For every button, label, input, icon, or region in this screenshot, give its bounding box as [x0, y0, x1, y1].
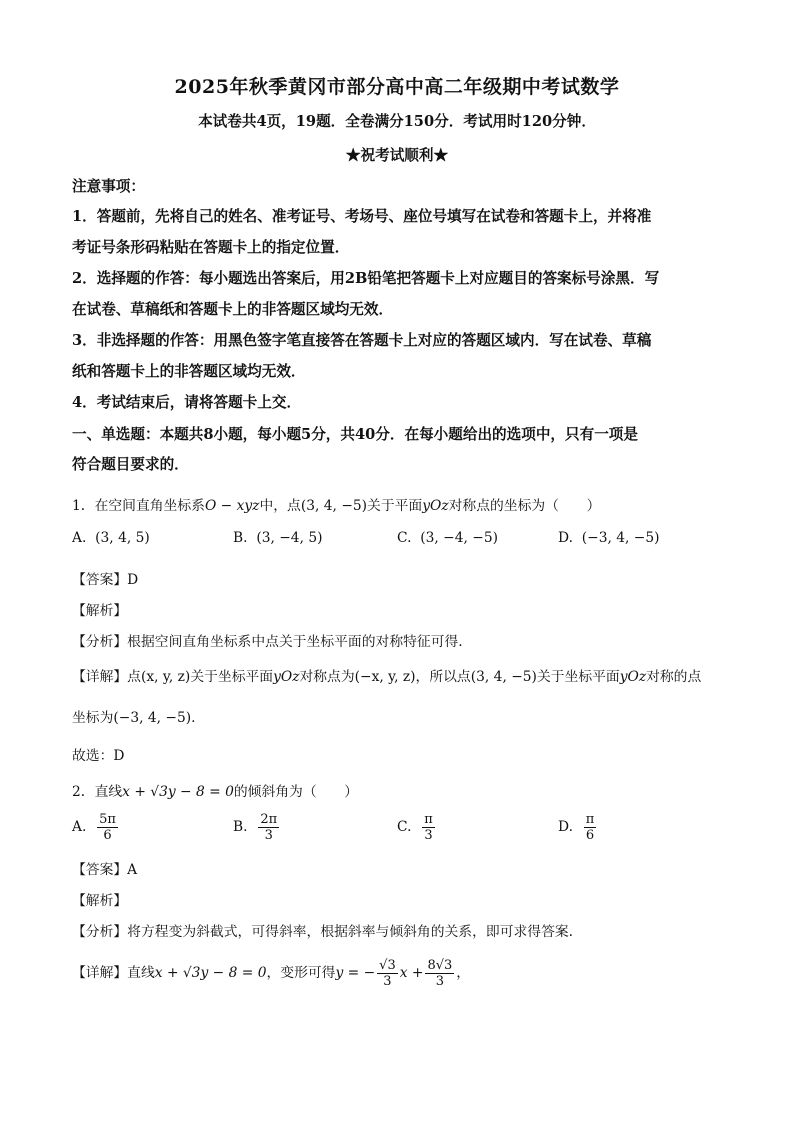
note-line: 2．选择题的作答：每小题选出答案后，用2B铅笔把答题卡上对应题目的答案标号涂黑．写: [72, 270, 660, 287]
q2-option-a: A. $\frac{5\pi}{6}$: [72, 812, 116, 843]
note-line: 纸和答题卡上的非答题区域均无效．: [72, 363, 306, 380]
note-line: 考证号条形码粘贴在答题卡上的指定位置．: [72, 239, 350, 256]
q1-analysis-label: 【解析】: [72, 603, 128, 619]
notes-heading: 注意事项：: [72, 178, 145, 195]
q2-fenxi: 【分析】将方程变为斜截式，可得斜率，根据斜率与倾斜角的关系，即可求得答案.: [72, 924, 574, 940]
q2-analysis-label: 【解析】: [72, 893, 128, 909]
q1-option-d: D. (−3, 4, −5): [558, 530, 660, 546]
q2-detail-line: 【详解】直线x + √3y − 8 = 0，变形可得y = − $\frac{√3}{3}$ x + $\frac{8√3}{3}$ ，: [72, 958, 471, 989]
note-line: 3．非选择题的作答：用黑色签字笔直接答在答题卡上对应的答题区域内．写在试卷、草稿: [72, 332, 652, 349]
note-line: 1．答题前，先将自己的姓名、准考证号、考场号、座位号填写在试卷和答题卡上，并将准: [72, 208, 652, 225]
q2-answer: 【答案】A: [72, 862, 138, 878]
q2-option-d: D. $\frac{\pi}{6}$: [558, 812, 595, 843]
q1-option-c: C. (3, −4, −5): [397, 530, 498, 546]
section-heading: 一、单选题：本题共8小题，每小题5分，共40分．在每小题给出的选项中，只有一项是: [72, 426, 638, 443]
q1-detail-line: 【详解】点(x, y, z)关于坐标平面yOz对称点为(−x, y, z)，所以点(3, 4, −5)关于坐标平面yOz对称的点: [72, 669, 702, 685]
question-1-stem: 1．在空间直角坐标系O − xyz中，点(3, 4, −5)关于平面yOz对称点的坐标为（ ）: [72, 498, 601, 514]
blessing: ★祝考试顺利★: [345, 147, 449, 164]
note-line: 在试卷、草稿纸和答题卡上的非答题区域均无效．: [72, 301, 394, 318]
q1-option-b: B. (3, −4, 5): [233, 530, 323, 546]
q1-fenxi: 【分析】根据空间直角坐标系中点关于坐标平面的对称特征可得.: [72, 634, 463, 650]
q2-option-b: B. $\frac{2\pi}{3}$: [233, 812, 278, 843]
question-2-stem: 2．直线x + √3y − 8 = 0的倾斜角为（ ）: [72, 784, 359, 800]
note-line: 4．考试结束后，请将答题卡上交．: [72, 394, 302, 411]
q1-answer: 【答案】D: [72, 572, 139, 588]
q1-detail-line-2: 坐标为(−3, 4, −5).: [72, 710, 196, 726]
q1-conclusion: 故选：D: [72, 748, 125, 764]
page-title: 2025年秋季黄冈市部分高中高二年级期中考试数学: [174, 76, 620, 98]
q2-option-c: C. $\frac{\pi}{3}$: [397, 812, 433, 843]
exam-info: 本试卷共4页，19题．全卷满分150分．考试用时120分钟．: [198, 113, 596, 130]
section-heading: 符合题目要求的．: [72, 456, 189, 473]
q1-option-a: A. (3, 4, 5): [72, 530, 150, 546]
